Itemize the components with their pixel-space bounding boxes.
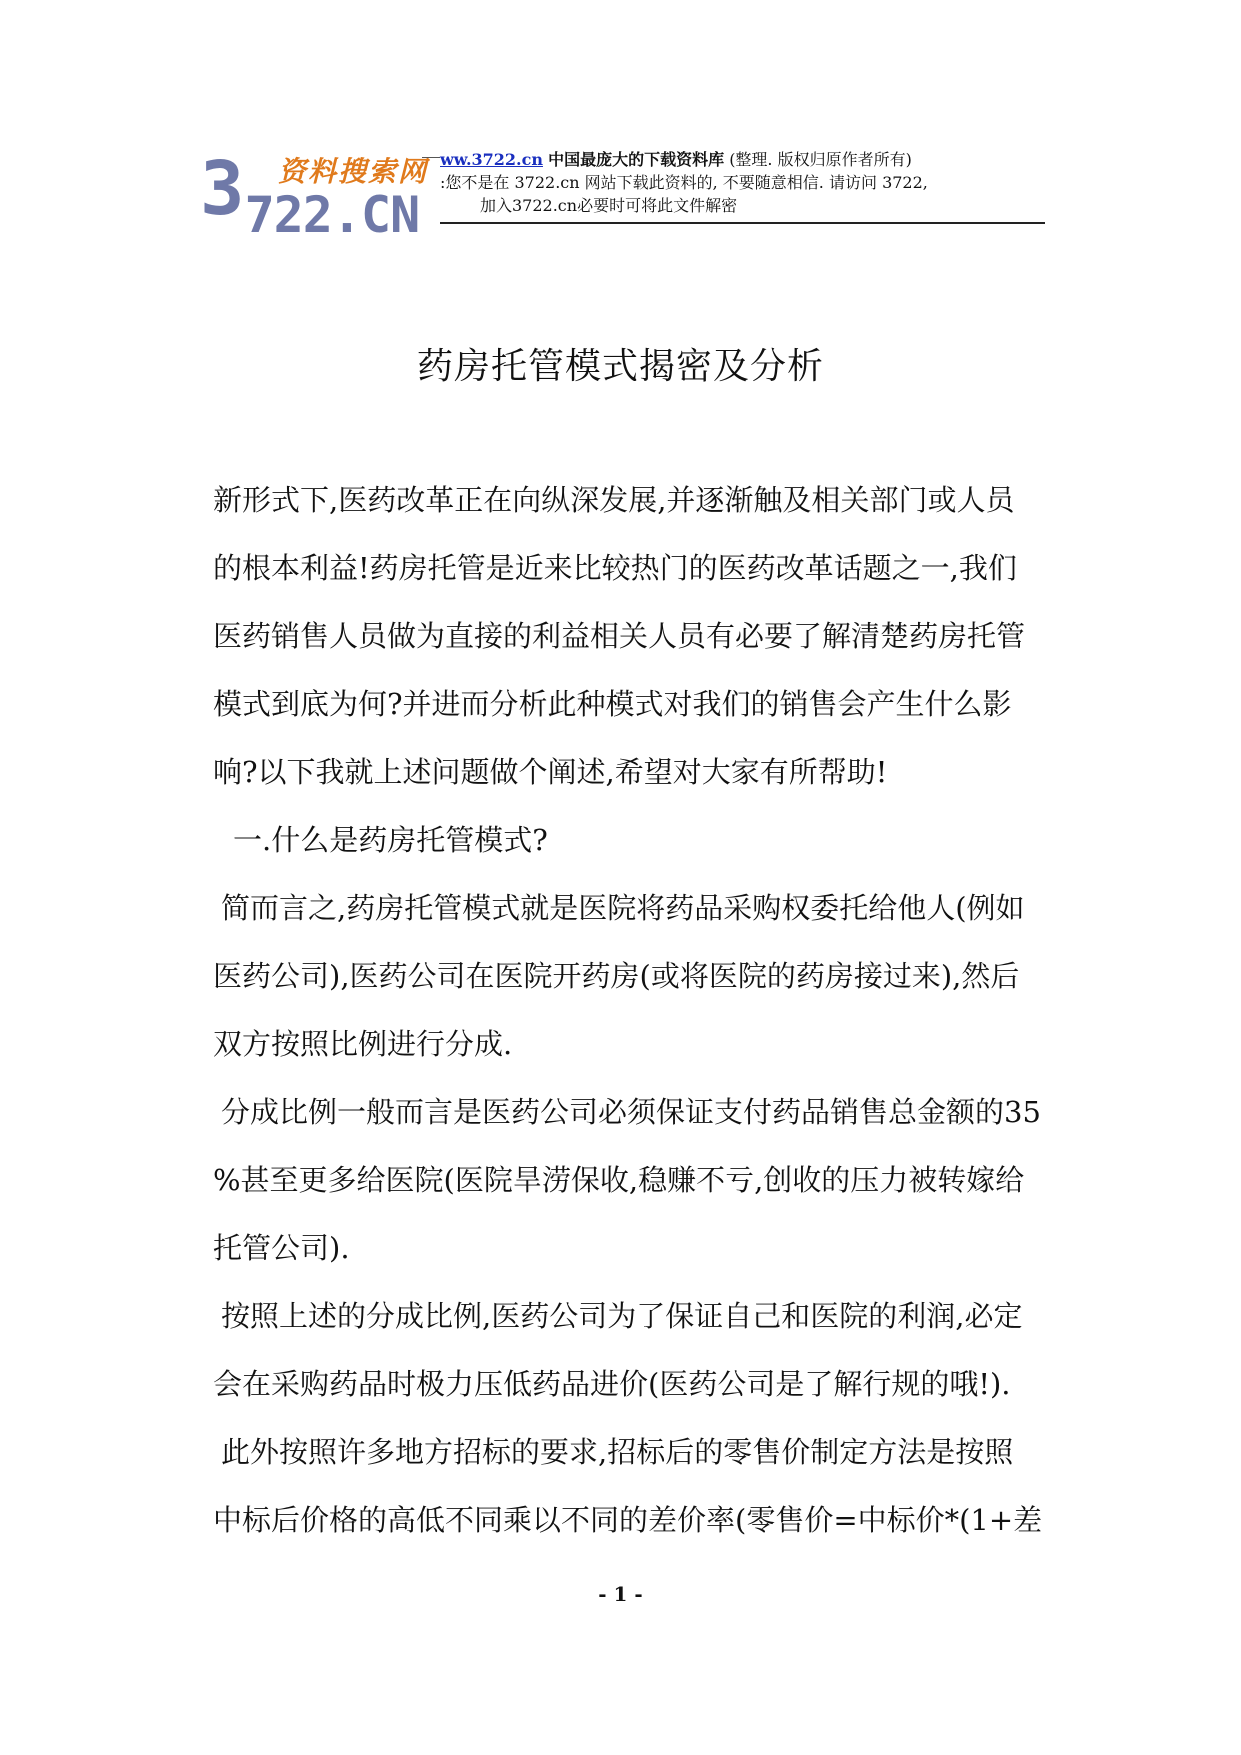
body-line: 会在采购药品时极力压低药品进价(医药公司是了解行规的哦!). <box>213 1367 1011 1401</box>
body-line: 简而言之,药房托管模式就是医院将药品采购权委托给他人(例如 <box>221 891 1025 925</box>
body-line: 按照上述的分成比例,医药公司为了保证自己和医院的利润,必定 <box>221 1299 1023 1333</box>
header-copyright: (整理. 版权归原作者所有) <box>729 150 912 169</box>
body-line: %甚至更多给医院(医院旱涝保收,稳赚不亏,创收的压力被转嫁给 <box>213 1163 1025 1197</box>
logo-brand: 3722.CN <box>200 146 420 244</box>
body-line: 新形式下,医药改革正在向纵深发展,并逐渐触及相关部门或人员 <box>213 483 1015 517</box>
body-line: 模式到底为何?并进而分析此种模式对我们的销售会产生什么影 <box>213 687 1012 721</box>
site-link[interactable]: ww.3722.cn <box>440 150 543 169</box>
body-line: 中标后价格的高低不同乘以不同的差价率(零售价=中标价*(1+差 <box>213 1503 1043 1537</box>
body-line: 医药销售人员做为直接的利益相关人员有必要了解清楚药房托管 <box>213 619 1026 653</box>
logo-tagline: 资料搜索网 <box>278 155 429 188</box>
page-header <box>200 146 1045 244</box>
document-body <box>213 466 1043 1554</box>
header-warning: :您不是在 3722.cn 网站下载此资料的, 不要随意相信. 请访问 3722, <box>440 173 928 192</box>
header-slogan: 中国最庞大的下载资料库 <box>548 150 725 169</box>
body-line: 此外按照许多地方招标的要求,招标后的零售价制定方法是按照 <box>221 1435 1014 1469</box>
body-line: 托管公司). <box>213 1231 350 1265</box>
body-line: 的根本利益!药房托管是近来比较热门的医药改革话题之一,我们 <box>213 551 1017 585</box>
site-logo <box>200 146 445 244</box>
header-rule <box>440 222 1045 224</box>
header-decrypt-note: 加入3722.cn必要时可将此文件解密 <box>480 196 738 215</box>
body-line: 医药公司),医药公司在医院开药房(或将医院的药房接过来),然后 <box>213 959 1020 993</box>
body-line: 响?以下我就上述问题做个阐述,希望对大家有所帮助! <box>213 755 888 789</box>
body-line: 双方按照比例进行分成. <box>213 1027 513 1061</box>
section-heading: 一.什么是药房托管模式? <box>233 823 548 857</box>
body-line: 分成比例一般而言是医药公司必须保证支付药品销售总金额的35 <box>221 1095 1041 1129</box>
document-title: 药房托管模式揭密及分析 <box>416 346 824 387</box>
header-notice <box>440 148 1045 217</box>
page-number: - 1 - <box>598 1582 643 1606</box>
header-rule-short <box>422 157 440 158</box>
